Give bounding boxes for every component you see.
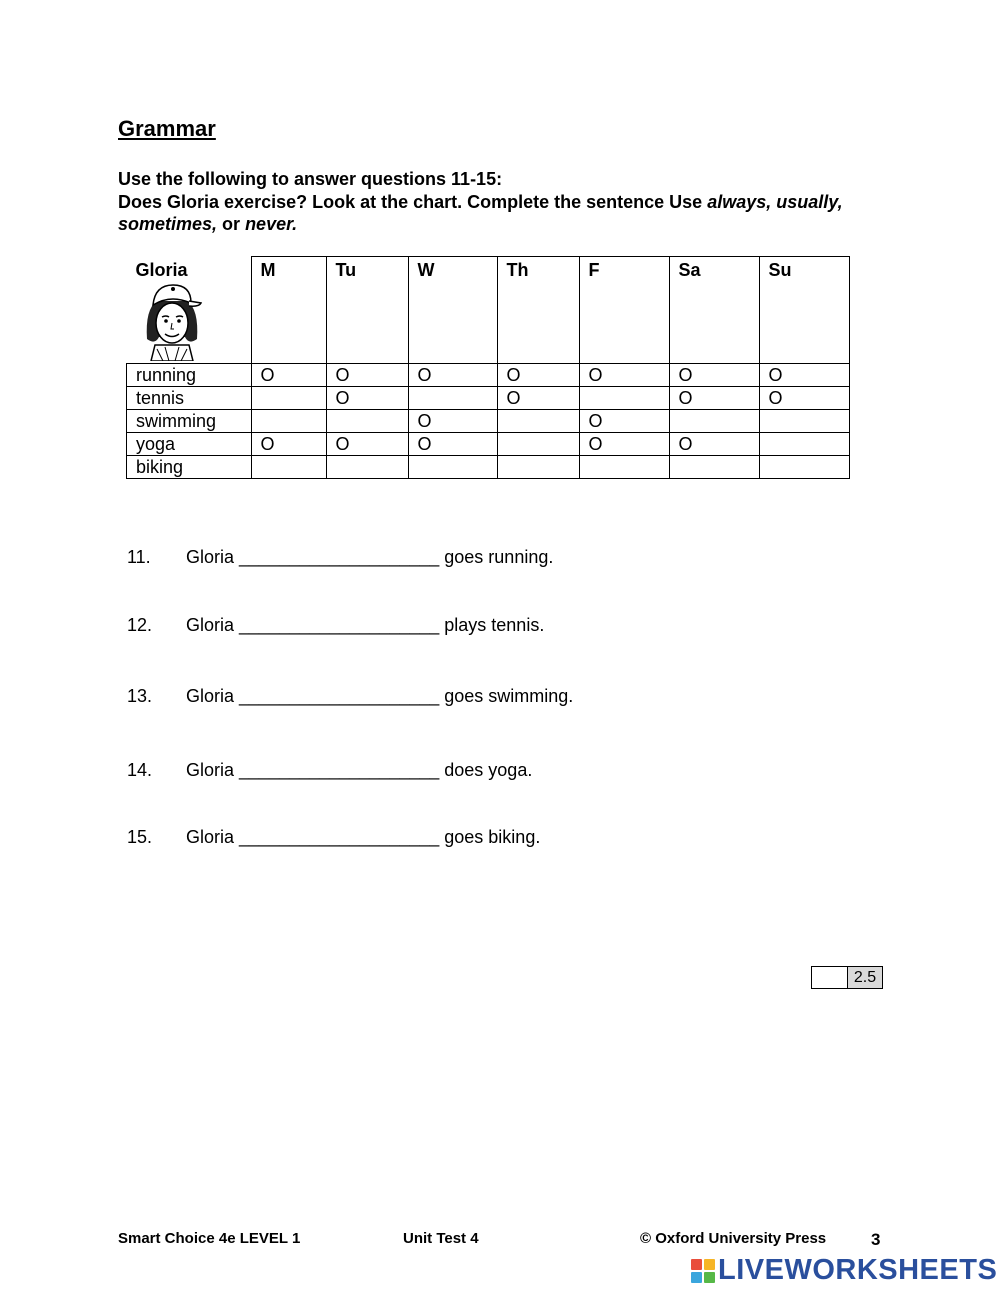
question-end: goes running. bbox=[444, 547, 554, 567]
question-subject: Gloria bbox=[186, 686, 235, 706]
question-end: plays tennis. bbox=[444, 615, 545, 635]
question-number: 13. bbox=[127, 686, 153, 706]
mark-cell: O bbox=[408, 433, 497, 456]
activity-label: swimming bbox=[127, 410, 252, 433]
mark-cell bbox=[251, 387, 326, 410]
instructions-line-2: Does Gloria exercise? Look at the chart. Complete the sentence Use always, usually, sometimes, or never. bbox=[118, 191, 843, 234]
mark-cell: O bbox=[669, 364, 759, 387]
mark-cell bbox=[326, 410, 408, 433]
question-end: does yoga. bbox=[444, 760, 533, 780]
instructions-line-1: Use the following to answer questions 11-15: bbox=[118, 169, 503, 189]
mark-cell: O bbox=[326, 387, 408, 410]
question-12 bbox=[127, 615, 544, 636]
section-heading: Grammar bbox=[118, 116, 216, 141]
question-15 bbox=[127, 827, 540, 848]
logo-block-red bbox=[691, 1259, 702, 1270]
day-header: M bbox=[251, 257, 326, 364]
girl-portrait-icon bbox=[137, 279, 207, 361]
question-13 bbox=[127, 686, 573, 707]
mark-cell bbox=[759, 433, 849, 456]
activity-label: biking bbox=[127, 456, 252, 479]
footer-unit: Unit Test 4 bbox=[403, 1230, 479, 1247]
chart-corner bbox=[127, 257, 252, 364]
mark-cell bbox=[326, 456, 408, 479]
question-14 bbox=[127, 760, 532, 781]
mark-cell: O bbox=[408, 364, 497, 387]
mark-cell: O bbox=[326, 364, 408, 387]
day-header: F bbox=[579, 257, 669, 364]
logo-blocks-icon bbox=[691, 1259, 715, 1283]
day-header: Tu bbox=[326, 257, 408, 364]
day-header: Su bbox=[759, 257, 849, 364]
mark-cell: O bbox=[326, 433, 408, 456]
person-name: Gloria bbox=[135, 259, 188, 280]
activity-label: running bbox=[127, 364, 252, 387]
footer-publisher: © Oxford University Press bbox=[640, 1230, 827, 1247]
page-number: 3 bbox=[871, 1230, 881, 1249]
score-max: 2.5 bbox=[848, 967, 882, 988]
mark-cell: O bbox=[669, 433, 759, 456]
mark-cell: O bbox=[251, 364, 326, 387]
answer-blank[interactable]: ____________________ bbox=[239, 615, 440, 635]
question-number: 12. bbox=[127, 615, 153, 635]
mark-cell bbox=[408, 456, 497, 479]
mark-cell: O bbox=[497, 364, 579, 387]
answer-blank[interactable]: ____________________ bbox=[239, 547, 440, 567]
question-number: 15. bbox=[127, 827, 153, 847]
mark-cell bbox=[669, 456, 759, 479]
brand-name: LIVEWORKSHEETS bbox=[718, 1254, 998, 1286]
day-header: Th bbox=[497, 257, 579, 364]
question-number: 14. bbox=[127, 760, 153, 780]
question-subject: Gloria bbox=[186, 827, 235, 847]
mark-cell: O bbox=[669, 387, 759, 410]
question-subject: Gloria bbox=[186, 615, 235, 635]
instructions bbox=[118, 168, 878, 236]
mark-cell: O bbox=[759, 387, 849, 410]
score-input[interactable] bbox=[812, 967, 848, 988]
mark-cell: O bbox=[579, 433, 669, 456]
mark-cell: O bbox=[579, 410, 669, 433]
answer-blank[interactable]: ____________________ bbox=[239, 686, 440, 706]
mark-cell: O bbox=[497, 387, 579, 410]
mark-cell bbox=[408, 387, 497, 410]
mark-cell bbox=[251, 456, 326, 479]
exercise-chart bbox=[126, 256, 850, 479]
question-end: goes swimming. bbox=[444, 686, 574, 706]
logo-block-green bbox=[704, 1272, 715, 1283]
question-end: goes biking. bbox=[444, 827, 541, 847]
mark-cell bbox=[251, 410, 326, 433]
chart-row bbox=[127, 410, 850, 433]
question-subject: Gloria bbox=[186, 547, 235, 567]
mark-cell bbox=[759, 410, 849, 433]
answer-blank[interactable]: ____________________ bbox=[239, 827, 440, 847]
mark-cell: O bbox=[759, 364, 849, 387]
mark-cell bbox=[579, 387, 669, 410]
question-subject: Gloria bbox=[186, 760, 235, 780]
chart-row bbox=[127, 387, 850, 410]
mark-cell: O bbox=[579, 364, 669, 387]
mark-cell: O bbox=[251, 433, 326, 456]
mark-cell bbox=[669, 410, 759, 433]
logo-block-yellow bbox=[704, 1259, 715, 1270]
day-header: W bbox=[408, 257, 497, 364]
question-number: 11. bbox=[127, 547, 151, 567]
mark-cell bbox=[497, 456, 579, 479]
chart-row bbox=[127, 456, 850, 479]
question-11 bbox=[127, 547, 553, 568]
chart-row bbox=[127, 433, 850, 456]
liveworksheets-logo[interactable] bbox=[691, 1254, 997, 1287]
mark-cell bbox=[759, 456, 849, 479]
activity-label: yoga bbox=[127, 433, 252, 456]
score-box bbox=[811, 966, 883, 989]
chart-row bbox=[127, 364, 850, 387]
mark-cell bbox=[579, 456, 669, 479]
mark-cell: O bbox=[408, 410, 497, 433]
activity-label: tennis bbox=[127, 387, 252, 410]
day-header: Sa bbox=[669, 257, 759, 364]
chart-header-row bbox=[127, 257, 850, 364]
mark-cell bbox=[497, 433, 579, 456]
logo-block-blue bbox=[691, 1272, 702, 1283]
answer-blank[interactable]: ____________________ bbox=[239, 760, 440, 780]
mark-cell bbox=[497, 410, 579, 433]
footer-book: Smart Choice 4e LEVEL 1 bbox=[118, 1230, 301, 1247]
